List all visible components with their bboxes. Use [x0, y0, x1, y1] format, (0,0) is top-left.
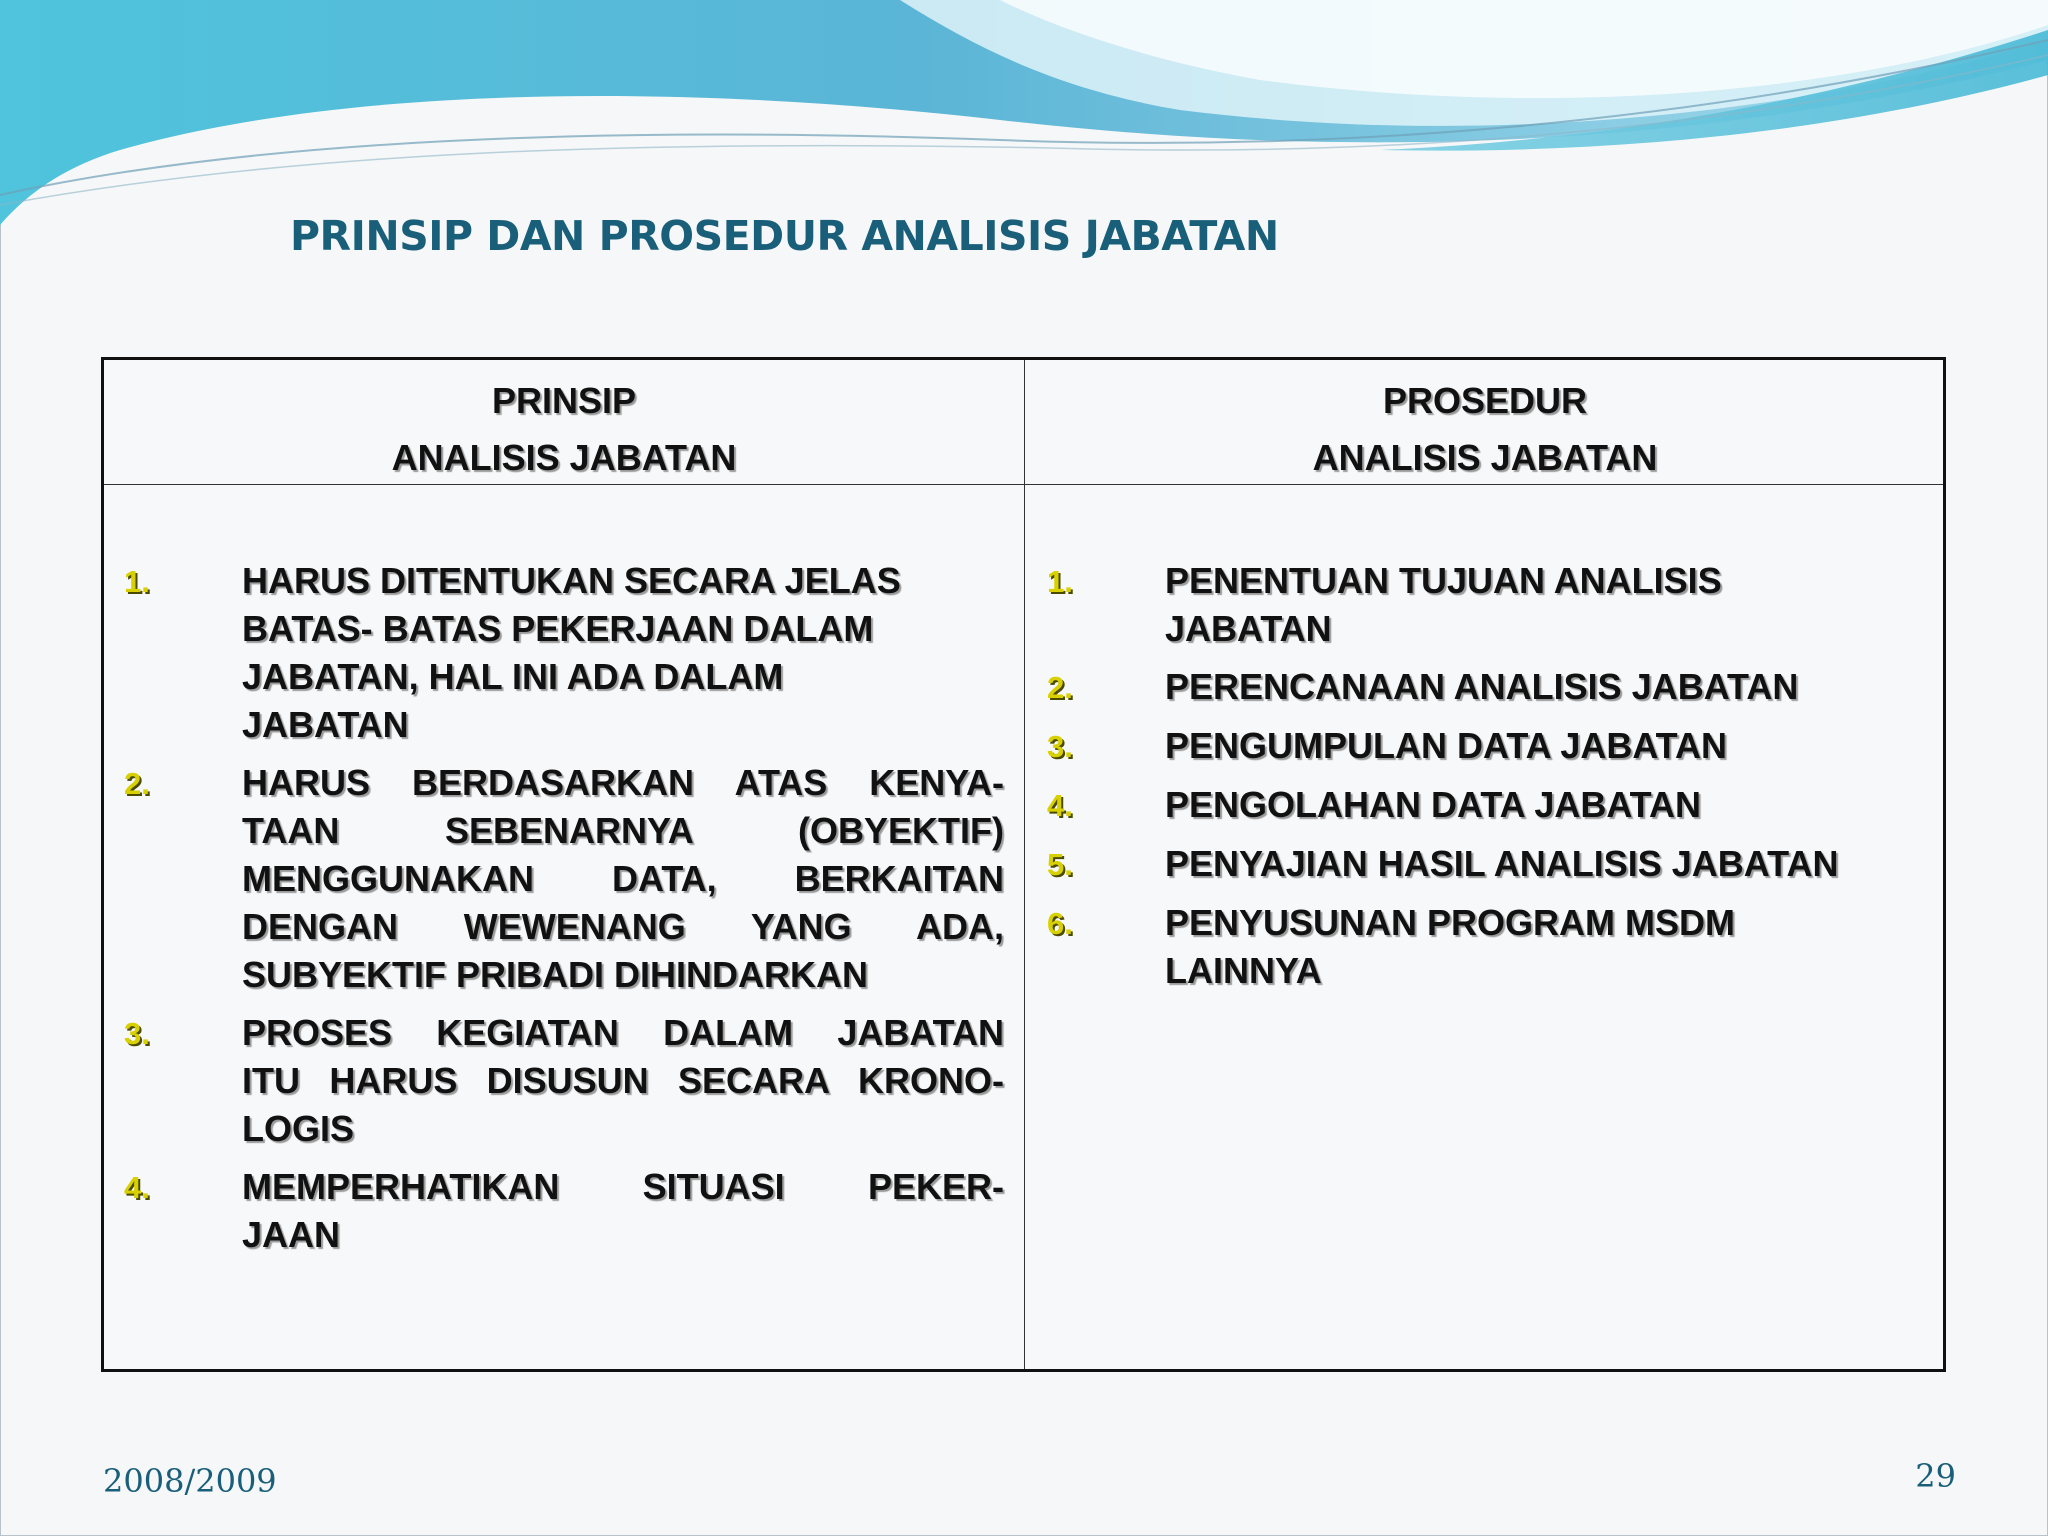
principle-number: 3. [124, 1016, 150, 1051]
principles-column-header [104, 372, 1024, 486]
procedure-text-line: PENYUSUNAN PROGRAM MSDM [1165, 902, 1736, 943]
procedure-number: 2. [1047, 670, 1073, 705]
procedure-item [1047, 781, 1927, 830]
procedures-list [1047, 557, 1927, 1005]
procedure-number: 3. [1047, 729, 1073, 764]
procedure-text [1165, 840, 1927, 888]
procedure-item [1047, 557, 1927, 653]
principle-text-line: LOGIS [242, 1108, 355, 1149]
procedure-item [1047, 840, 1927, 889]
procedure-number: 5. [1047, 847, 1073, 882]
procedure-text-line: PENGOLAHAN DATA JABATAN [1165, 784, 1701, 825]
principle-text-line: JABATAN [242, 704, 409, 745]
principle-text-line: JAAN [242, 1214, 341, 1255]
principle-number: 2. [124, 766, 150, 801]
principle-text-line: MEMPERHATIKAN SITUASI PEKER- [242, 1166, 1004, 1207]
procedure-text-line: PENYAJIAN HASIL ANALISIS JABATAN [1165, 843, 1839, 884]
principles-header-line-1: PRINSIP [491, 380, 637, 421]
principle-text-line: SUBYEKTIF PRIBADI DIHINDARKAN [242, 954, 869, 995]
procedure-text [1165, 781, 1927, 829]
principle-text [242, 1009, 1004, 1153]
principle-text-line: BATAS- BATAS PEKERJAAN DALAM [242, 608, 874, 649]
procedures-header-line-2: ANALISIS JABATAN [1312, 437, 1658, 478]
principles-header-line-2: ANALISIS JABATAN [391, 437, 737, 478]
procedure-text-line: JABATAN [1165, 608, 1332, 649]
principle-text [242, 1163, 1004, 1259]
slide-title: PRINSIP DAN PROSEDUR ANALISIS JABATAN [290, 212, 1279, 260]
procedure-text [1165, 557, 1927, 653]
procedure-item [1047, 722, 1927, 771]
principles-list [124, 557, 1004, 1269]
principle-number: 1. [124, 564, 150, 599]
procedure-text [1165, 663, 1927, 711]
principle-text-line: HARUS DITENTUKAN SECARA JELAS [242, 560, 901, 601]
principle-text-line: PROSES KEGIATAN DALAM JABATAN [242, 1012, 1004, 1053]
procedure-text [1165, 899, 1927, 995]
procedure-number: 4. [1047, 788, 1073, 823]
principle-text-line: TAAN SEBENARNYA (OBYEKTIF) [242, 810, 1004, 851]
procedure-text-line: PERENCANAAN ANALISIS JABATAN [1165, 666, 1799, 707]
procedure-number: 6. [1047, 906, 1073, 941]
column-divider [1024, 360, 1025, 1369]
principle-text-line: MENGGUNAKAN DATA, BERKAITAN [242, 858, 1004, 899]
principle-text-line: ITU HARUS DISUSUN SECARA KRONO- [242, 1060, 1004, 1101]
principles-procedures-table [101, 357, 1946, 1372]
procedure-item [1047, 663, 1927, 712]
principle-text-line: HARUS BERDASARKAN ATAS KENYA- [242, 762, 1004, 803]
principle-text [242, 759, 1004, 999]
principle-item [124, 557, 1004, 749]
principle-item [124, 1163, 1004, 1259]
procedure-text-line: LAINNYA [1165, 950, 1322, 991]
footer-year: 2008/2009 [103, 1462, 277, 1500]
page-number: 29 [1915, 1457, 1956, 1495]
principle-item [124, 1009, 1004, 1153]
procedure-text-line: PENENTUAN TUJUAN ANALISIS [1165, 560, 1722, 601]
principle-number: 4. [124, 1170, 150, 1205]
procedures-header-line-1: PROSEDUR [1382, 380, 1588, 421]
procedure-text [1165, 722, 1927, 770]
principle-text [242, 557, 1004, 749]
procedure-item [1047, 899, 1927, 995]
principle-text-line: JABATAN, HAL INI ADA DALAM [242, 656, 784, 697]
principle-text-line: DENGAN WEWENANG YANG ADA, [242, 906, 1004, 947]
procedure-number: 1. [1047, 564, 1073, 599]
procedure-text-line: PENGUMPULAN DATA JABATAN [1165, 725, 1727, 766]
procedures-column-header [1025, 372, 1945, 486]
principle-item [124, 759, 1004, 999]
header-wave-decoration [0, 0, 2048, 240]
